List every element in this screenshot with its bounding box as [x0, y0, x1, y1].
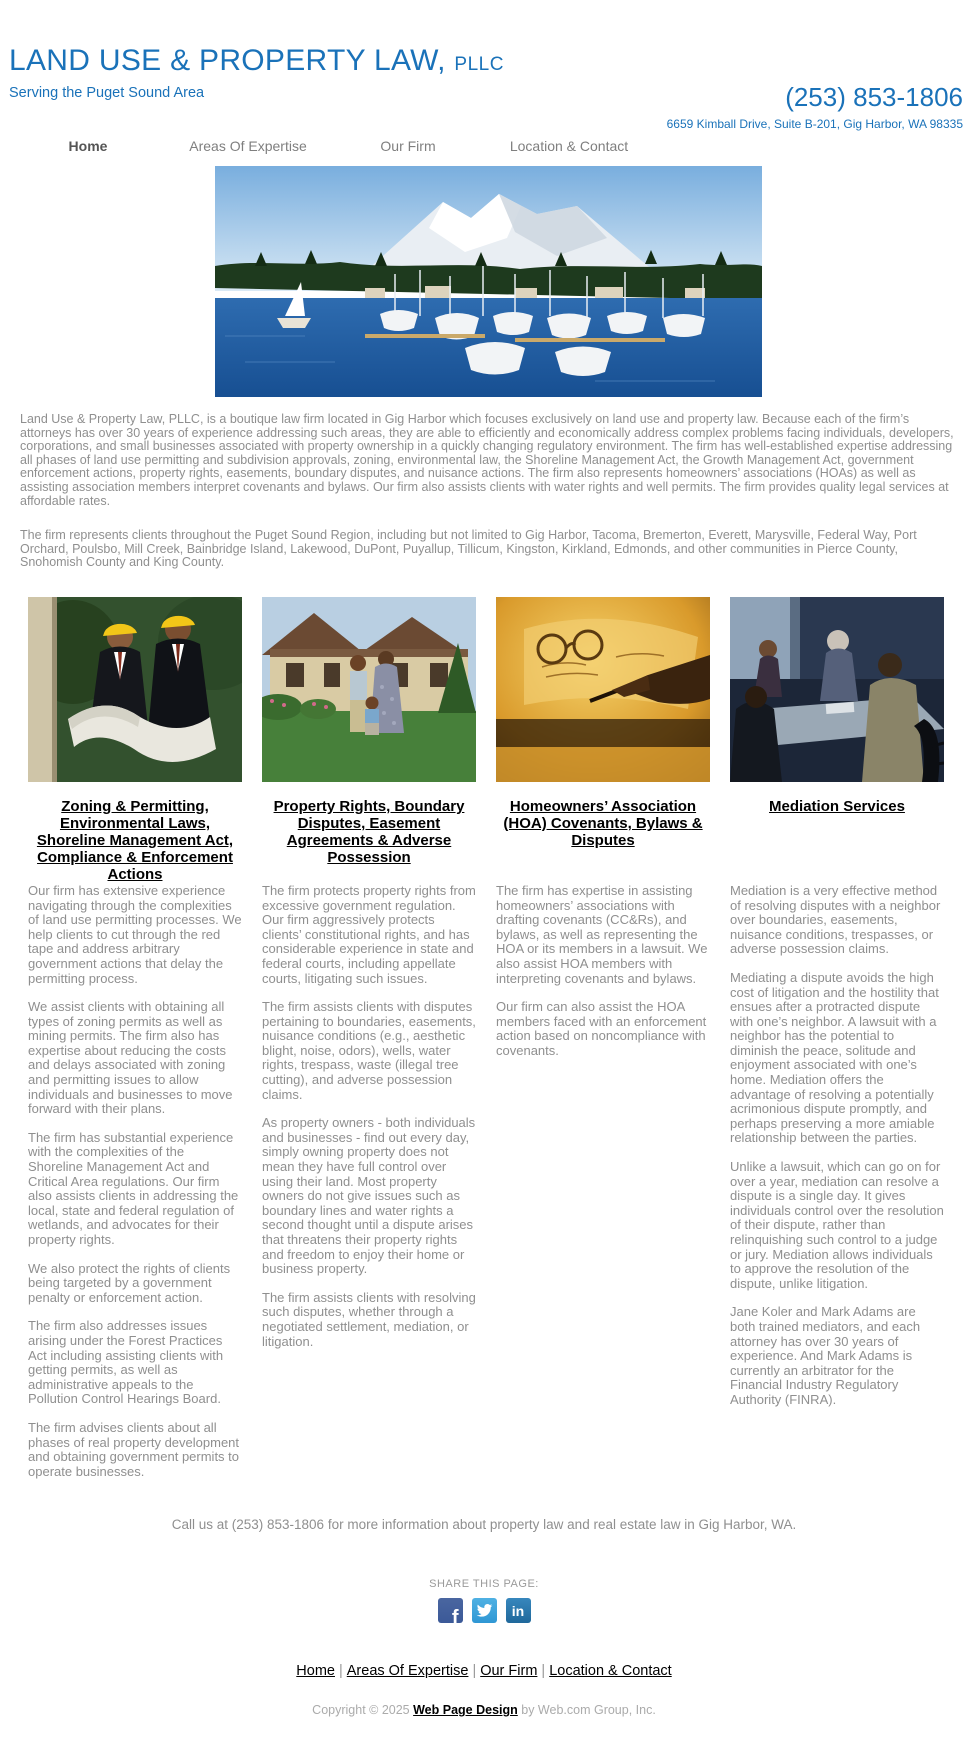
footer-separator: |: [338, 1663, 343, 1680]
intro-paragraph-1: Land Use & Property Law, PLLC, is a boutique law firm located in Gig Harbor which focuses exclusively on land use and property law. Because each of the firm’s attorneys has over 30 years of experience addressing such areas, they are able to efficiently and economically address complex problems facing individuals, developers, corporations, and small businesses associated with property ownership in a quickly changing regulatory environment. The firm has well-established expertise addressing all phases of land use permitting and subdivision approvals, zoning, environmental law, the Shoreline Management Act, the Growth Management Act, government enforcement actions, property rights, easements, boundary disputes, and nuisance actions. The firm also represents homeowners’ associations (HOAs) as well as assisting association members interpret covenants and bylaws. Our firm also assists clients with water rights and well permits. The firm provides quality legal services at affordable rates.: [20, 412, 954, 508]
share-icons: [0, 1598, 968, 1623]
copyright-prefix: Copyright © 2025: [312, 1703, 414, 1718]
service-paragraph: The firm has expertise in assisting homeowners’ associations with drafting covenants (CC&Rs), and bylaws, as well as representing the HOA or its members in a lawsuit. We also assist HOA members with interpreting covenants and bylaws.: [496, 882, 708, 986]
service-paragraph: The firm has substantial experience with the complexities of the Shoreline Management Act and Critical Area regulations. Our firm also assists clients in addressing the local, state and federal regulation of wetlands, and advocates for their property rights.: [28, 1129, 239, 1247]
service-heading-zoning: Zoning & Permitting, Environmental Laws, Shoreline Management Act, Compliance & Enforcement Actions: [36, 797, 234, 883]
twitter-icon[interactable]: [472, 1598, 497, 1623]
share-label: SHARE THIS PAGE:: [429, 1578, 539, 1591]
footer-link-home[interactable]: Home: [296, 1663, 335, 1680]
street-address: 6659 Kimball Drive, Suite B-201, Gig Harbor, WA 98335: [666, 117, 963, 131]
facebook-icon[interactable]: [438, 1598, 463, 1623]
copyright-suffix: by Web.com Group, Inc.: [517, 1703, 656, 1718]
copyright-line: [0, 1703, 968, 1727]
service-heading-hoa: Homeowners’ Association (HOA) Covenants, Bylaws & Disputes: [503, 797, 703, 849]
footer-link-location-contact[interactable]: Location & Contact: [549, 1663, 672, 1680]
page-header: [0, 0, 968, 131]
linkedin-glyph: in: [511, 1602, 525, 1619]
service-paragraph: The firm protects property rights from excessive government regulation. Our firm aggressively protects clients’ constitutional rights, and has considerable experience in state and federal courts, including appellate courts, litigating such issues.: [262, 882, 476, 986]
footer-separator: |: [472, 1663, 477, 1680]
service-paragraph: The firm assists clients with disputes pertaining to boundaries, easements, nuisance conditions (e.g., aesthetic blight, noise, odors), wells, water rights, trespass, waste (illegal tree cutting), and adverse possession claims.: [262, 999, 476, 1102]
call-to-action: Call us at (253) 853-1806 for more information about property law and real estate law in Gig Harbor, WA.: [171, 1517, 797, 1533]
service-text-mediation: [730, 884, 944, 1408]
photo-mediation-meeting: [730, 597, 944, 782]
service-column-hoa: [496, 597, 710, 1073]
linkedin-icon[interactable]: [506, 1598, 531, 1623]
service-heading-mediation: Mediation Services: [769, 797, 905, 815]
phone-number: (253) 853-1806: [785, 82, 963, 112]
footer-nav: [0, 1663, 968, 1679]
service-text-hoa: [496, 884, 710, 1059]
nav-item-home[interactable]: Home: [68, 138, 108, 154]
page-title: [9, 44, 960, 78]
twitter-bird-icon: [476, 1602, 493, 1619]
main-nav: [0, 138, 968, 156]
intro-section: [20, 413, 958, 570]
service-paragraph: Our firm can also assist the HOA members faced with an enforcement action based on noncompliance with covenants.: [496, 999, 707, 1058]
footer-link-areas-of-expertise[interactable]: Areas Of Expertise: [346, 1663, 469, 1680]
facebook-glyph: f: [451, 1607, 459, 1624]
nav-item-location-contact[interactable]: Location & Contact: [509, 138, 629, 154]
photo-signing-documents: [496, 597, 710, 782]
service-column-mediation: [730, 597, 944, 1422]
service-column-zoning: [28, 597, 242, 1493]
firm-suffix-text: PLLC: [454, 54, 504, 75]
hero-image-marina: [215, 166, 762, 397]
service-text-property-rights: [262, 884, 476, 1349]
footer-link-our-firm[interactable]: Our Firm: [480, 1663, 538, 1680]
footer-separator: |: [541, 1663, 546, 1680]
service-text-zoning: [28, 884, 242, 1479]
intro-paragraph-2: The firm represents clients throughout the Puget Sound Region, including but not limited to Gig Harbor, Tacoma, Bremerton, Everett, Marysville, Federal Way, Port Orchard, Poulsbo, Mill Creek, Bainbridge Island, Lakewood, DuPont, Puyallup, Tillicum, Kingston, Kirkland, Edmonds, and other communities in Pierce County, Snohomish County and King County.: [20, 528, 917, 570]
service-column-property-rights: [262, 597, 476, 1363]
service-paragraph: We also protect the rights of clients being targeted by a government penalty or enforcement action.: [28, 1260, 231, 1305]
service-paragraph: We assist clients with obtaining all types of zoning permits as well as mining permits. The firm also has expertise about reducing the costs and delays associated with zoning and permitting issues to allow individuals and businesses to move forward with their plans.: [28, 999, 233, 1117]
firm-name-text: LAND USE & PROPERTY LAW,: [9, 44, 446, 77]
photo-family-home: [262, 597, 476, 782]
service-paragraph: Jane Koler and Mark Adams are both trained mediators, and each attorney has over 30 years of experience. And Mark Adams is currently an arbitrator for the Financial Industry Regulatory Authority (FINRA).: [730, 1304, 921, 1407]
web-page-design-link[interactable]: Web Page Design: [413, 1703, 518, 1718]
service-paragraph: The firm also addresses issues arising under the Forest Practices Act including assisting clients with getting permits, as well as administrative appeals to the Pollution Control Hearings Board.: [28, 1318, 224, 1407]
service-paragraph: The firm advises clients about all phases of real property development and obtaining government permits to operate businesses.: [28, 1419, 240, 1479]
tagline: Serving the Puget Sound Area: [9, 85, 205, 101]
service-paragraph: Mediating a dispute avoids the high cost of litigation and the hostility that ensues after a protracted dispute with one’s neighbor. A lawsuit with a neighbor has the potential to diminish the peace, solitude and enjoyment associated with one’s home. Mediation offers the advantage of resolving a potentially acrimonious dispute promptly, and perhaps preserving a more amiable relationship between the parties.: [730, 969, 939, 1146]
header-contact-block: [667, 82, 963, 131]
service-paragraph: As property owners - both individuals and businesses - find out every day, simply owning property does not mean they have full control over using their land. Most property owners do not give issues such as boundary lines and water rights a second thought until a dispute arises that threatens their property rights and freedom to enjoy their home or business property.: [262, 1115, 476, 1277]
service-heading-property-rights: Property Rights, Boundary Disputes, Easement Agreements & Adverse Possession: [273, 797, 465, 866]
service-paragraph: Unlike a lawsuit, which can go on for over a year, mediation can resolve a dispute is a single day. It gives individuals control over the resolution of their dispute, rather than relinquishing such control to a judge or jury. Mediation allows individuals to approve the resolution of the dispute, unlike litigation.: [730, 1159, 944, 1291]
service-paragraph: Our firm has extensive experience navigating through the complexities of land use permitting processes. We help clients to cut through the red tape and address arbitrary government actions that delay the permitting process.: [28, 882, 242, 986]
nav-item-areas-of-expertise[interactable]: Areas Of Expertise: [189, 138, 307, 154]
service-paragraph: Mediation is a very effective method of resolving disputes with a neighbor over boundaries, easements, nuisance conditions, trespasses, or adverse possession claims.: [730, 882, 941, 957]
service-paragraph: The firm assists clients with resolving such disputes, whether through a negotiated settlement, mediation, or litigation.: [262, 1289, 476, 1349]
share-section: [0, 1578, 968, 1623]
services-grid: [28, 597, 968, 1493]
nav-item-our-firm[interactable]: Our Firm: [380, 138, 436, 154]
photo-construction-workers: [28, 597, 242, 782]
